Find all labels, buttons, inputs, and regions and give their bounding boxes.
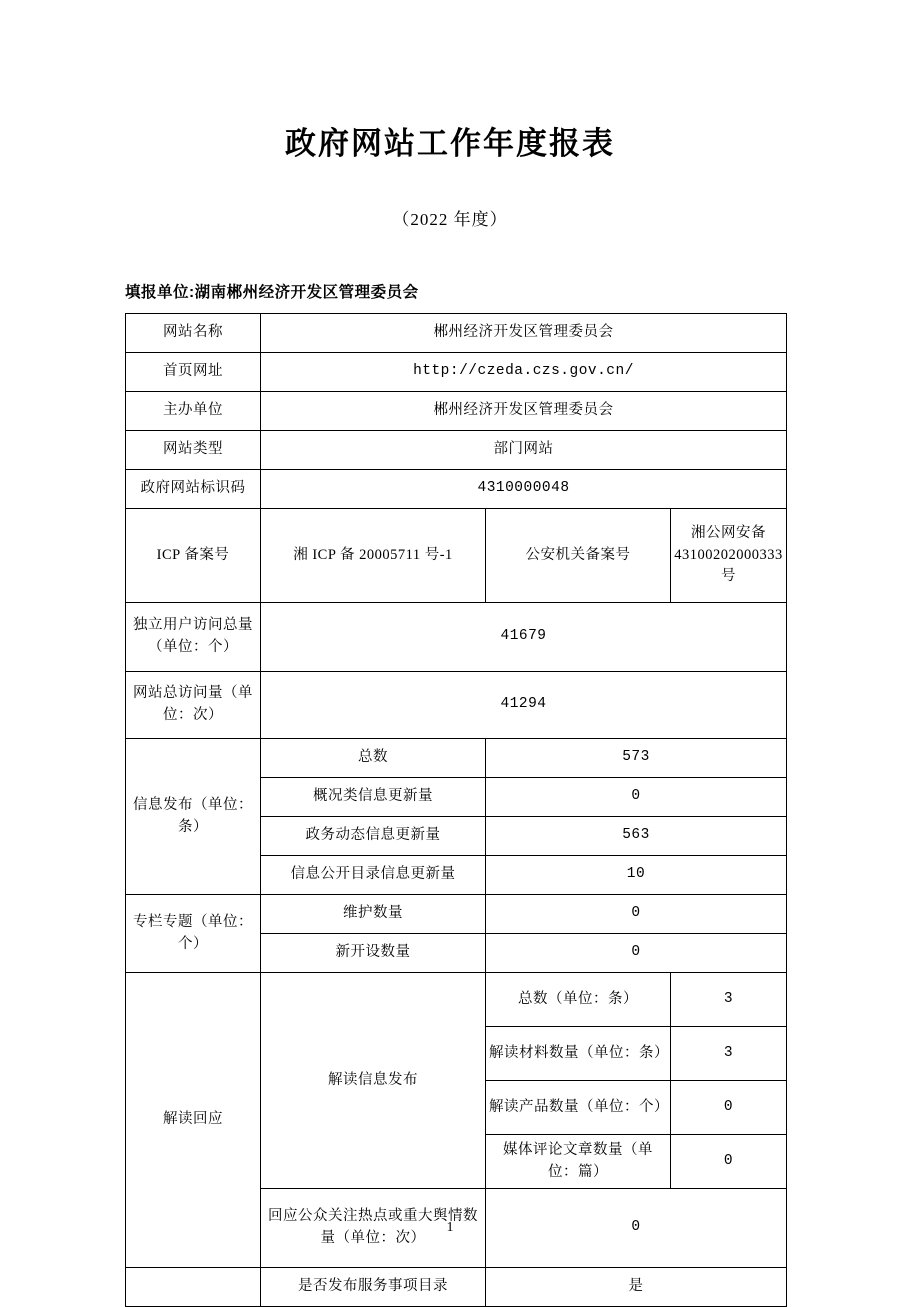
info-publish-item-name: 政务动态信息更新量 (261, 817, 486, 856)
interpretation-item-name: 总数（单位：条） (486, 973, 671, 1027)
sponsor-value: 郴州经济开发区管理委员会 (261, 392, 787, 431)
unique-visitors-label: 独立用户访问总量（单位：个） (126, 603, 261, 672)
interpretation-item-name: 解读产品数量（单位：个） (486, 1081, 671, 1135)
police-record-value: 湘公网安备 43100202000333 号 (671, 509, 787, 603)
interpretation-item-name: 媒体评论文章数量（单位：篇） (486, 1135, 671, 1189)
info-publish-item-value: 563 (486, 817, 787, 856)
annual-report-table (125, 313, 787, 1307)
table-row (126, 1268, 787, 1307)
column-topic-item-value: 0 (486, 895, 787, 934)
interpretation-item-value: 3 (671, 973, 787, 1027)
table-row (126, 739, 787, 778)
table-row (126, 672, 787, 739)
total-visits-value: 41294 (261, 672, 787, 739)
interpretation-item-value: 3 (671, 1027, 787, 1081)
table-row (126, 392, 787, 431)
homepage-label: 首页网址 (126, 353, 261, 392)
site-type-label: 网站类型 (126, 431, 261, 470)
column-topic-item-name: 新开设数量 (261, 934, 486, 973)
table-row (126, 353, 787, 392)
interpretation-item-name: 解读材料数量（单位：条） (486, 1027, 671, 1081)
table-row (126, 973, 787, 1027)
icp-value: 湘 ICP 备 20005711 号-1 (261, 509, 486, 603)
site-name-value: 郴州经济开发区管理委员会 (261, 314, 787, 353)
table-row (126, 314, 787, 353)
table-row (126, 470, 787, 509)
response-hotspot-value: 0 (486, 1189, 787, 1268)
filler-unit-label: 填报单位:湖南郴州经济开发区管理委员会 (125, 284, 419, 301)
info-publish-item-name: 信息公开目录信息更新量 (261, 856, 486, 895)
site-type-value: 部门网站 (261, 431, 787, 470)
page-title: 政府网站工作年度报表 (285, 126, 615, 161)
column-topic-item-value: 0 (486, 934, 787, 973)
homepage-value: http://czeda.czs.gov.cn/ (261, 353, 787, 392)
response-hotspot-label: 回应公众关注热点或重大舆情数量（单位：次） (261, 1189, 486, 1268)
page-subtitle: （2022 年度） (392, 210, 508, 229)
info-publish-item-name: 总数 (261, 739, 486, 778)
info-publish-item-value: 573 (486, 739, 787, 778)
interpretation-item-value: 0 (671, 1135, 787, 1189)
service-catalog-value: 是 (486, 1268, 787, 1307)
empty-cell (126, 1268, 261, 1307)
info-publish-item-value: 10 (486, 856, 787, 895)
column-topic-item-name: 维护数量 (261, 895, 486, 934)
icp-label: ICP 备案号 (126, 509, 261, 603)
unique-visitors-value: 41679 (261, 603, 787, 672)
service-catalog-label: 是否发布服务事项目录 (261, 1268, 486, 1307)
sponsor-label: 主办单位 (126, 392, 261, 431)
site-code-value: 4310000048 (261, 470, 787, 509)
info-publish-item-name: 概况类信息更新量 (261, 778, 486, 817)
site-name-label: 网站名称 (126, 314, 261, 353)
table-row (126, 509, 787, 603)
interpretation-label: 解读回应 (126, 973, 261, 1268)
site-code-label: 政府网站标识码 (126, 470, 261, 509)
total-visits-label: 网站总访问量（单位：次） (126, 672, 261, 739)
interpretation-item-value: 0 (671, 1081, 787, 1135)
column-topic-label: 专栏专题（单位：个） (126, 895, 261, 973)
table-row (126, 603, 787, 672)
info-publish-label: 信息发布（单位：条） (126, 739, 261, 895)
page-number: 1 (446, 1220, 454, 1235)
police-record-label: 公安机关备案号 (486, 509, 671, 603)
interpretation-publish-label: 解读信息发布 (261, 973, 486, 1189)
table-row (126, 431, 787, 470)
table-row (126, 895, 787, 934)
info-publish-item-value: 0 (486, 778, 787, 817)
